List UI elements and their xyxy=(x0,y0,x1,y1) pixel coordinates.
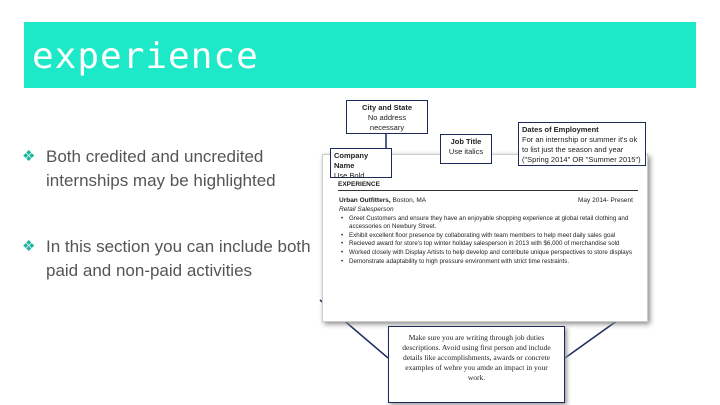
bullet-list xyxy=(22,145,312,325)
callout-subtitle: For an internship or summer it's ok to list just the season and year ("Spring 2014" OR "Summer 2015") xyxy=(522,135,641,164)
writing-tip-note: Make sure you are writing through job duties descriptions. Avoid using first person and include details like accomplishments, awards or concrete examples of wehre you amde an impact in your work. xyxy=(388,326,565,403)
callout-title: Dates of Employment xyxy=(522,125,599,134)
resume-location: Boston, MA xyxy=(392,197,427,204)
callout-title: City and State xyxy=(361,103,412,112)
list-item: • Worked closely with Display Artists to help develop and contribute unique perspectives to store displays xyxy=(339,249,639,257)
diamond-bullet-icon: ❖ xyxy=(22,148,36,165)
title-bar xyxy=(24,22,696,88)
resume-employer: Urban Outfitters, xyxy=(339,197,391,204)
city-state-callout xyxy=(346,100,428,134)
list-item: • Demonstrate adaptability to high pressure environment with strict time restraints. xyxy=(339,258,639,266)
bullet-text: In this section you can include both paid and non-paid activities xyxy=(46,237,311,280)
callout-subtitle: Use Bold xyxy=(334,171,365,180)
callout-title: Job Title xyxy=(450,137,482,146)
callout-subtitle: Use italics xyxy=(448,147,484,156)
callout-subtitle: No address necessary xyxy=(367,113,407,132)
bullet-text: Both credited and uncredited internships may be highlighted xyxy=(46,147,276,190)
diamond-bullet-icon: ❖ xyxy=(22,238,36,255)
resume-section-heading: EXPERIENCE xyxy=(338,181,380,188)
section-divider xyxy=(338,190,638,191)
slide-title: experience xyxy=(32,36,259,77)
company-name-callout xyxy=(330,148,392,178)
resume-diagram xyxy=(312,98,720,405)
resume-dates: May 2014- Present xyxy=(578,197,633,204)
list-item: • Recieved award for store's top winter holiday salesperson in 2013 with $6,000 of merchandise sold xyxy=(339,240,639,248)
resume-duties xyxy=(339,215,639,267)
dates-callout xyxy=(518,122,646,166)
job-title-callout xyxy=(440,134,492,164)
resume-employer-line xyxy=(339,197,426,206)
resume-role: Retail Salesperson xyxy=(339,206,394,213)
list-item: • Greet Customers and ensure they have an enjoyable shopping experience at global retail clothing and accessories on Newbury Street. xyxy=(339,215,639,231)
callout-title: Company Name xyxy=(334,151,369,170)
resume-sample xyxy=(322,154,648,322)
list-item: • Exhibit excellent floor presence by collaborating with team members to help meet daily sales goal xyxy=(339,232,639,240)
bullet-item xyxy=(22,235,312,283)
bullet-item xyxy=(22,145,312,193)
